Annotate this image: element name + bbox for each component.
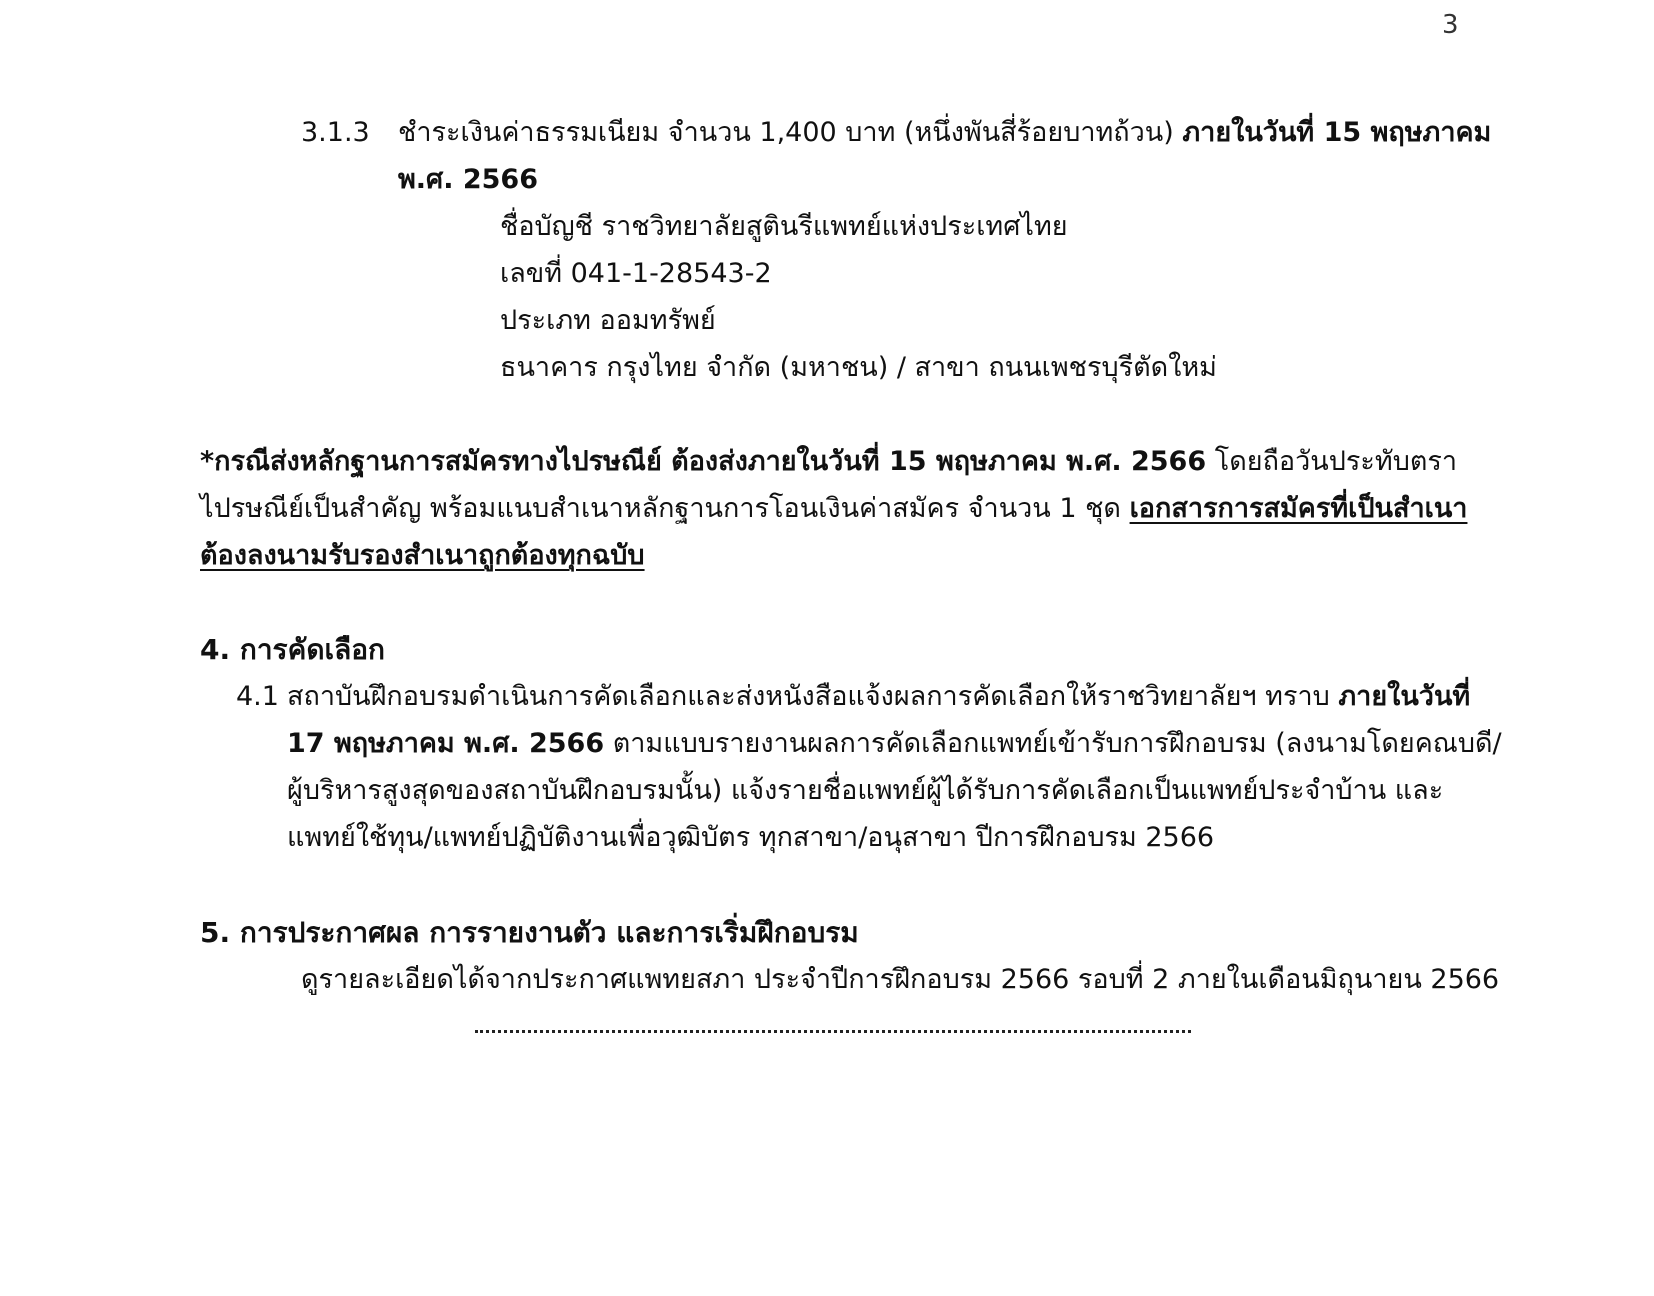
item-3-1-3-line-1 — [398, 113, 1491, 153]
selection-deadline-date: 17 พฤษภาคม พ.ศ. 2566 — [287, 728, 605, 759]
postal-deadline: *กรณีส่งหลักฐานการสมัครทางไปรษณีย์ ต้องส่งภายในวันที่ 15 พฤษภาคม พ.ศ. 2566 — [200, 446, 1207, 477]
account-type: ประเภท ออมทรัพย์ — [500, 305, 716, 336]
item-4-1-line-4: แพทย์ใช้ทุน/แพทย์ปฏิบัติงานเพื่อวุฒิบัตร ทุกสาขา/อนุสาขา ปีการฝึกอบรม 2566 — [287, 822, 1215, 853]
account-number: เลขที่ 041-1-28543-2 — [500, 258, 772, 289]
item-4-1-line-3: ผู้บริหารสูงสุดของสถาบันฝึกอบรมนั้น) แจ้งรายชื่อแพทย์ผู้ได้รับการคัดเลือกเป็นแพทย์ประจำบ้าน และ — [287, 775, 1444, 806]
section-4-heading: 4. การคัดเลือก — [200, 633, 385, 666]
fee-text: ชำระเงินค่าธรรมเนียม จำนวน 1,400 บาท (หนึ่งพันสี่ร้อยบาทถ้วน) — [398, 117, 1183, 148]
section-5-body: ดูรายละเอียดได้จากประกาศแพทยสภา ประจำปีการฝึกอบรม 2566 รอบที่ 2 ภายในเดือนมิถุนายน 2566 — [301, 964, 1500, 995]
postmark-text: โดยถือวันประทับตรา — [1206, 446, 1458, 477]
copy-documents-warning: เอกสารการสมัครที่เป็นสำเนา — [1129, 493, 1468, 524]
item-number-4-1: 4.1 — [236, 681, 279, 712]
end-dotted-rule — [475, 1030, 1191, 1033]
item-4-1-line-1 — [287, 677, 1470, 717]
item-4-1-line-2 — [287, 724, 1502, 764]
item-number-3-1-3: 3.1.3 — [301, 117, 370, 148]
page-number: 3 — [1442, 10, 1459, 40]
postal-note-line-1 — [200, 442, 1457, 482]
account-name: ชื่อบัญชี ราชวิทยาลัยสูตินรีแพทย์แห่งประเทศไทย — [500, 211, 1068, 242]
fee-deadline-year: พ.ศ. 2566 — [398, 164, 538, 195]
section-5-heading: 5. การประกาศผล การรายงานตัว และการเริ่มฝึกอบรม — [200, 916, 859, 949]
fee-deadline-text: ภายในวันที่ 15 พฤษภาคม — [1182, 117, 1492, 148]
certify-copies-warning: ต้องลงนามรับรองสำเนาถูกต้องทุกฉบับ — [200, 540, 645, 571]
attachment-text: ไปรษณีย์เป็นสำคัญ พร้อมแนบสำเนาหลักฐานการโอนเงินค่าสมัคร จำนวน 1 ชุด — [200, 493, 1130, 524]
bank-branch: ธนาคาร กรุงไทย จำกัด (มหาชน) / สาขา ถนนเพชรบุรีตัดใหม่ — [500, 352, 1217, 383]
selection-deadline-label: ภายในวันที่ — [1338, 681, 1471, 712]
report-form-text: ตามแบบรายงานผลการคัดเลือกแพทย์เข้ารับการฝึกอบรม (ลงนามโดยคณบดี/ — [604, 728, 1502, 759]
selection-text: สถาบันฝึกอบรมดำเนินการคัดเลือกและส่งหนังสือแจ้งผลการคัดเลือกให้ราชวิทยาลัยฯ ทราบ — [287, 681, 1339, 712]
postal-note-line-2 — [200, 489, 1467, 529]
